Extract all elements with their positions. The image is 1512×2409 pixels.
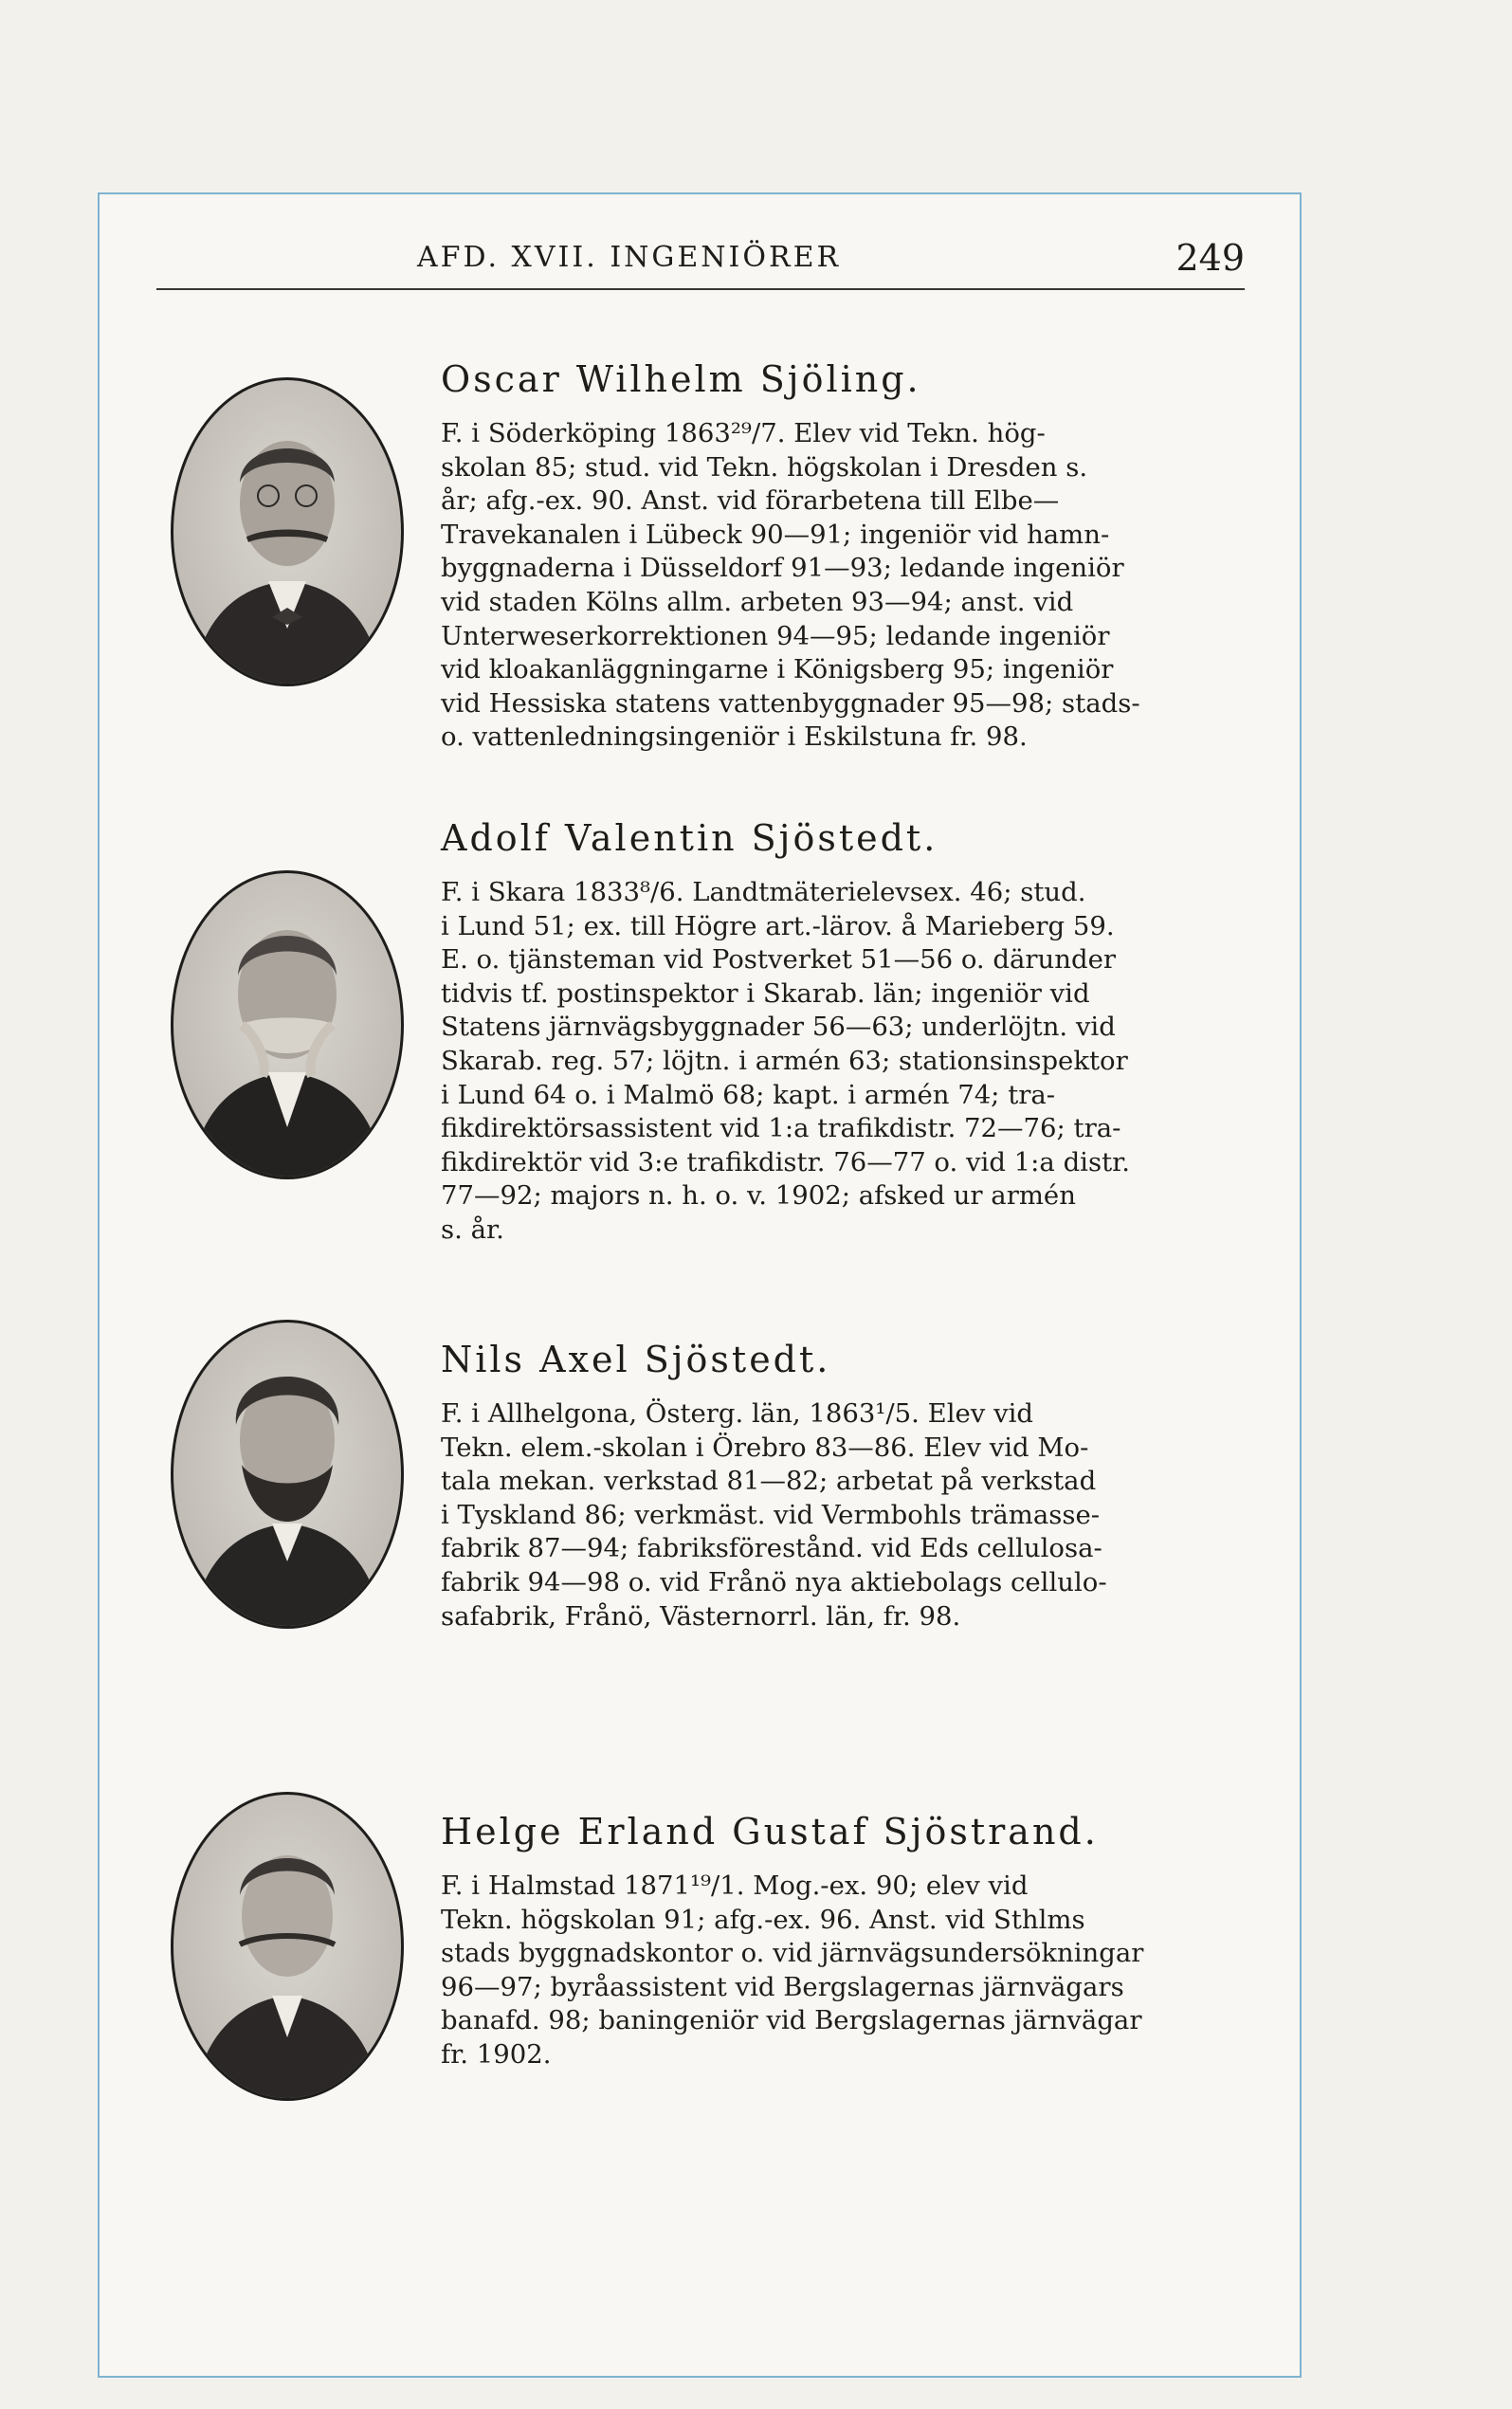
portrait-photo-icon <box>173 1323 401 1626</box>
text-line: i Lund 64 o. i Malmö 68; kapt. i armén 74; tra- <box>441 1079 1056 1110</box>
text-line: fabrik 94—98 o. vid Frånö nya aktiebolags cellulo- <box>441 1566 1107 1597</box>
portrait-photo <box>171 870 404 1179</box>
section-title: AFD. XVII. INGENIÖRER <box>417 241 842 274</box>
portrait-photo <box>171 1320 404 1629</box>
text-line: safabrik, Frånö, Västernorrl. län, fr. 98. <box>441 1600 961 1632</box>
text-line: fr. 1902. <box>441 2038 552 2070</box>
text-line: 77—92; majors n. h. o. v. 1902; afsked ur armén <box>441 1180 1076 1212</box>
running-head <box>156 237 1245 290</box>
biography-text <box>441 876 1415 1248</box>
text-line: i Lund 51; ex. till Högre art.-lärov. å Marieberg 59. <box>441 910 1115 941</box>
text-line: fikdirektör vid 3:e trafikdistr. 76—77 o. vid 1:a distr. <box>441 1146 1130 1177</box>
text-line: s. år. <box>441 1214 504 1245</box>
portrait-photo <box>171 1792 404 2101</box>
text-line: Unterweserkorrektionen 94—95; ledande ingeniör <box>441 620 1110 651</box>
portrait-photo <box>171 377 404 686</box>
text-line: Statens järnvägsbyggnader 56—63; underlöjtn. vid <box>441 1012 1116 1043</box>
text-line: vid Hessiska statens vattenbyggnader 95—98; stads- <box>441 687 1140 719</box>
text-line: Tekn. elem.-skolan i Örebro 83—86. Elev vid Mo- <box>441 1432 1089 1463</box>
text-line: år; afg.-ex. 90. Anst. vid förarbetena till Elbe— <box>441 485 1060 517</box>
text-line: fabrik 87—94; fabriksförestånd. vid Eds cellulosa- <box>441 1533 1102 1564</box>
text-line: tidvis tf. postinspektor i Skarab. län; ingeniör vid <box>441 977 1090 1009</box>
text-line: o. vattenledningsingeniör i Eskilstuna fr. 98. <box>441 721 1028 753</box>
text-line: skolan 85; stud. vid Tekn. högskolan i Dresden s. <box>441 451 1088 483</box>
text-line: F. i Skara 1833⁸/6. Landtmäterielevsex. 46; stud. <box>441 877 1086 907</box>
text-line: 96—97; byråassistent vid Bergslagernas järnvägars <box>441 1971 1124 2002</box>
person-name: Helge Erland Gustaf Sjöstrand. <box>441 1811 1099 1852</box>
biography-text <box>441 1397 1415 1633</box>
portrait-photo-icon <box>173 873 401 1177</box>
person-name: Oscar Wilhelm Sjöling. <box>441 358 921 400</box>
portrait-photo-icon <box>173 1795 401 2098</box>
text-line: stads byggnadskontor o. vid järnvägsundersökningar <box>441 1938 1144 1969</box>
text-line: vid staden Kölns allm. arbeten 93—94; anst. vid <box>441 586 1074 617</box>
biography-text <box>441 1870 1415 2072</box>
text-line: byggnaderna i Düsseldorf 91—93; ledande ingeniör <box>441 553 1124 584</box>
text-line: F. i Allhelgona, Österg. län, 1863¹/5. Elev vid <box>441 1398 1034 1429</box>
text-line: vid kloakanläggningarne i Königsberg 95; ingeniör <box>441 654 1114 685</box>
text-line: F. i Halmstad 1871¹⁹/1. Mog.-ex. 90; elev vid <box>441 1871 1029 1901</box>
text-line: i Tyskland 86; verkmäst. vid Vermbohls trämasse- <box>441 1499 1101 1530</box>
text-line: F. i Söderköping 1863²⁹/7. Elev vid Tekn. hög- <box>441 418 1046 448</box>
person-name: Adolf Valentin Sjöstedt. <box>441 817 938 859</box>
text-line: tala mekan. verkstad 81—82; arbetat på verkstad <box>441 1466 1097 1497</box>
text-line: Travekanalen i Lübeck 90—91; ingeniör vid hamn- <box>441 519 1110 550</box>
biography-text <box>441 417 1415 755</box>
text-line: fikdirektörsassistent vid 1:a trafikdistr. 72—76; tra- <box>441 1113 1121 1144</box>
text-line: banafd. 98; baningeniör vid Bergslagernas järnvägar <box>441 2005 1142 2036</box>
text-line: Skarab. reg. 57; löjtn. i armén 63; stationsinspektor <box>441 1045 1128 1076</box>
text-line: E. o. tjänsteman vid Postverket 51—56 o. därunder <box>441 944 1117 976</box>
portrait-photo-icon <box>173 380 401 684</box>
person-name: Nils Axel Sjöstedt. <box>441 1339 831 1380</box>
text-line: Tekn. högskolan 91; afg.-ex. 96. Anst. vid Sthlms <box>441 1904 1085 1935</box>
page-number: 249 <box>1175 237 1245 279</box>
